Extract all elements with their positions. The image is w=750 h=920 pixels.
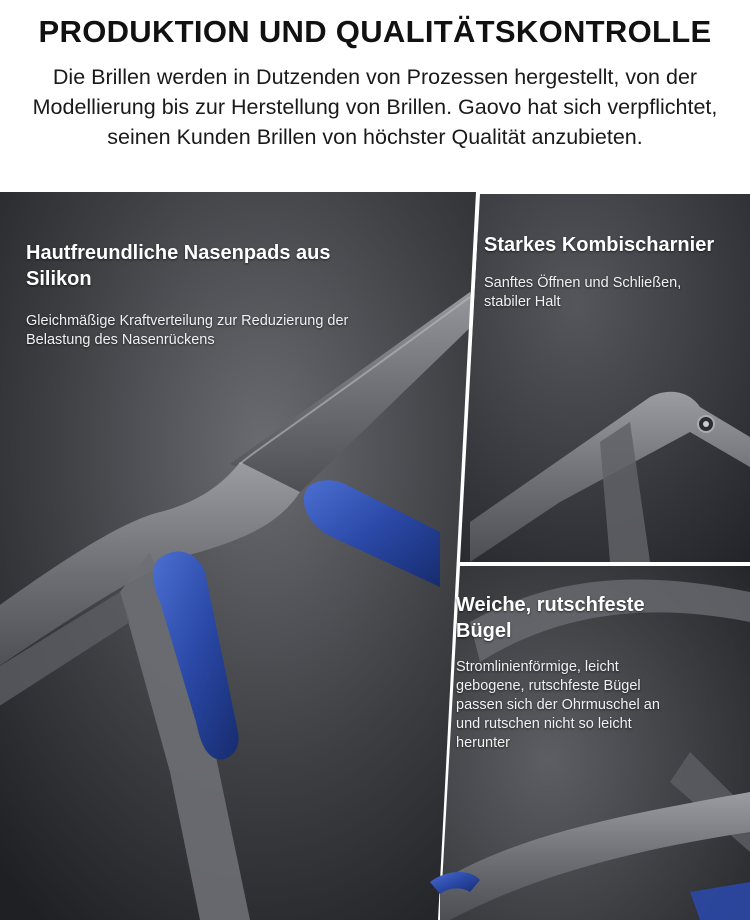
page-title: PRODUKTION UND QUALITÄTSKONTROLLE: [38, 14, 712, 49]
feature-temples: [456, 592, 696, 753]
intro-text: Die Brillen werden in Dutzenden von Prozessen hergestellt, von der Modellierung bis zur Herstellung von Brillen. Gaovo hat sich verpflichtet, seinen Kunden Brillen von höchster Qualität anzubieten.: [32, 65, 718, 149]
header-section: [0, 0, 750, 192]
feature-nosepads: [26, 240, 349, 350]
feature-hinge-title: Starkes Kombischarnier: [484, 234, 715, 256]
feature-hinge-text: Sanftes Öffnen und Schließen, stabiler Halt: [484, 275, 682, 310]
feature-nosepads-text: Gleichmäßige Kraftverteilung zur Reduzierung der Belastung des Nasenrückens: [26, 313, 349, 348]
feature-temples-text: Stromlinienförmige, leicht gebogene, rutschfeste Bügel passen sich der Ohrmuschel an und rutschen nicht so leicht herunter: [456, 659, 660, 751]
feature-temples-title: Weiche, rutschfeste Bügel: [456, 594, 645, 642]
product-photo-collage: [0, 192, 750, 920]
feature-hinge: [484, 232, 746, 312]
feature-nosepads-title: Hautfreundliche Nasenpads aus Silikon: [26, 242, 331, 290]
